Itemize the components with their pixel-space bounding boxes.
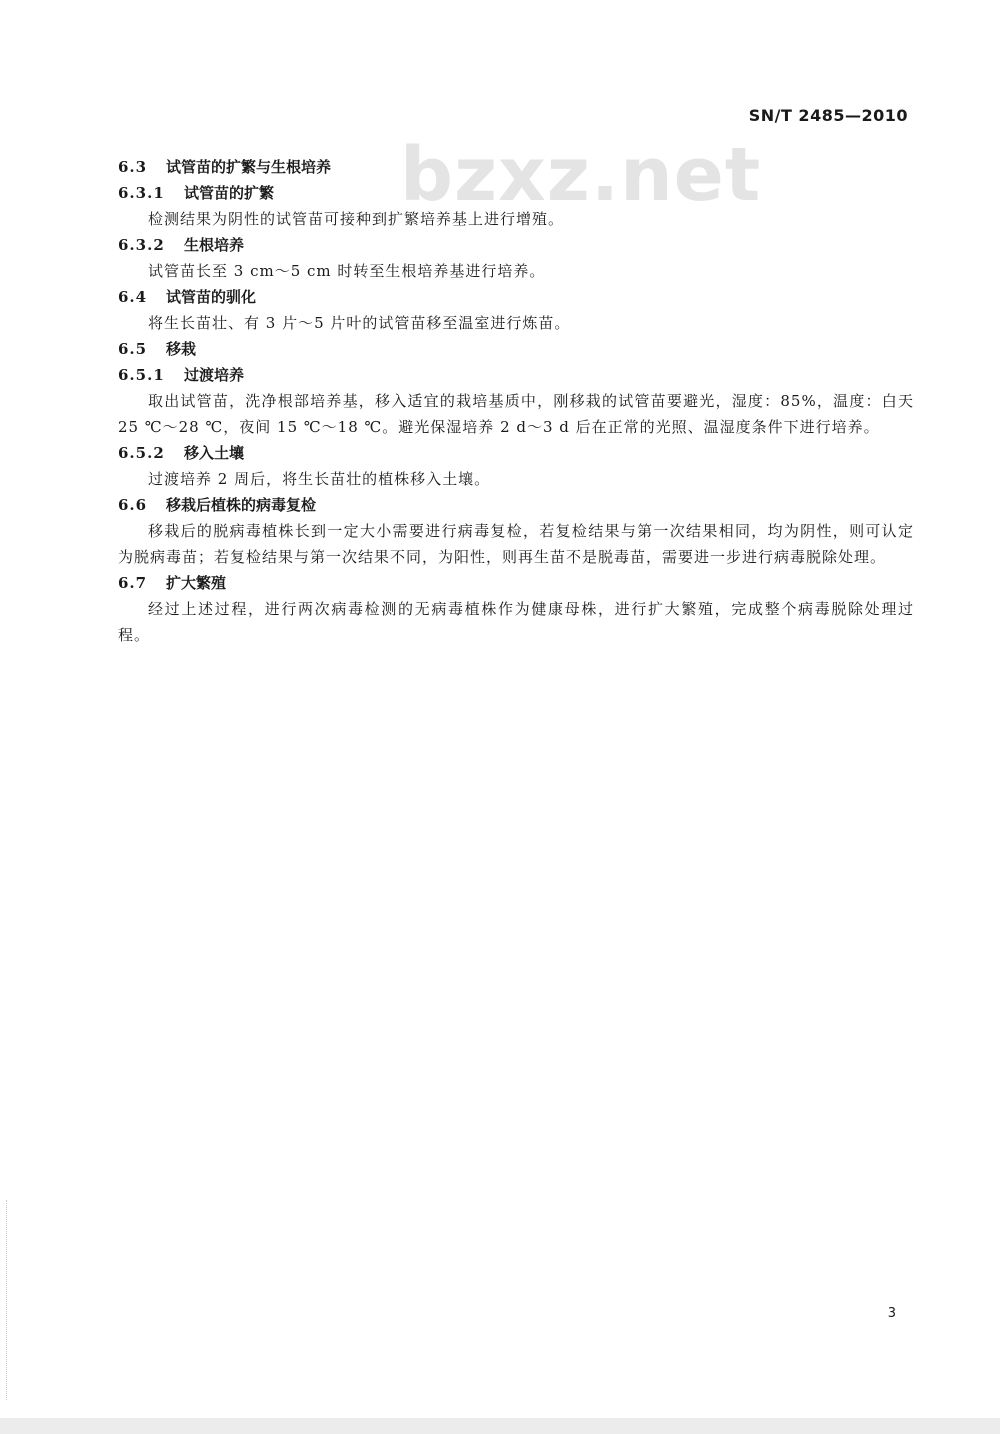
- section-number: 6.3: [118, 158, 148, 176]
- section-number: 6.5: [118, 340, 148, 358]
- section-heading: [118, 440, 914, 466]
- section-title: 移入土壤: [184, 444, 245, 462]
- section-title: 生根培养: [184, 236, 245, 254]
- section-heading: [118, 362, 914, 388]
- section-title: 试管苗的扩繁与生根培养: [166, 158, 332, 176]
- page-number: 3: [887, 1306, 896, 1321]
- section-number: 6.7: [118, 574, 148, 592]
- bottom-bar: [0, 1418, 1000, 1434]
- section-paragraph: 将生长苗壮、有 3 片～5 片叶的试管苗移至温室进行炼苗。: [148, 314, 571, 332]
- section-number: 6.3.2: [118, 236, 165, 254]
- section-paragraph: 经过上述过程，进行两次病毒检测的无病毒植株作为健康母株，进行扩大繁殖，完成整个病毒脱除处理过程。: [118, 600, 914, 644]
- section-number: 6.4: [118, 288, 148, 306]
- scan-edge-dots: [6, 1200, 9, 1400]
- section-paragraph: 试管苗长至 3 cm～5 cm 时转至生根培养基进行培养。: [148, 262, 546, 280]
- section-paragraph: 取出试管苗，洗净根部培养基，移入适宜的栽培基质中，刚移栽的试管苗要避光，湿度：85%，温度：白天 25 ℃～28 ℃，夜间 15 ℃～18 ℃。避光保湿培养 2 d～3 d 后在正常的光照、温湿度条件下进行培养。: [118, 392, 914, 436]
- section-title: 扩大繁殖: [166, 574, 227, 592]
- section-heading: [118, 492, 914, 518]
- document-body: [118, 154, 914, 648]
- section-paragraph: 检测结果为阴性的试管苗可接种到扩繁培养基上进行增殖。: [148, 210, 565, 228]
- section-title: 试管苗的驯化: [166, 288, 257, 306]
- section-heading: [118, 180, 914, 206]
- section-title: 试管苗的扩繁: [184, 184, 275, 202]
- section-paragraph: 过渡培养 2 周后，将生长苗壮的植株移入土壤。: [148, 470, 491, 488]
- section-heading: [118, 570, 914, 596]
- section-paragraph: 移栽后的脱病毒植株长到一定大小需要进行病毒复检，若复检结果与第一次结果相同，均为阴性，则可认定为脱病毒苗；若复检结果与第一次结果不同，为阳性，则再生苗不是脱毒苗，需要进一步进行病毒脱除处理。: [118, 522, 914, 566]
- section-number: 6.3.1: [118, 184, 165, 202]
- section-title: 移栽: [166, 340, 197, 358]
- section-heading: [118, 284, 914, 310]
- section-heading: [118, 154, 914, 180]
- section-number: 6.6: [118, 496, 148, 514]
- section-title: 移栽后植株的病毒复检: [166, 496, 317, 514]
- section-heading: [118, 336, 914, 362]
- section-number: 6.5.1: [118, 366, 165, 384]
- section-heading: [118, 232, 914, 258]
- standard-code: SN/T 2485—2010: [748, 106, 908, 125]
- section-number: 6.5.2: [118, 444, 165, 462]
- watermark: bzxz.net: [400, 132, 762, 218]
- section-title: 过渡培养: [184, 366, 245, 384]
